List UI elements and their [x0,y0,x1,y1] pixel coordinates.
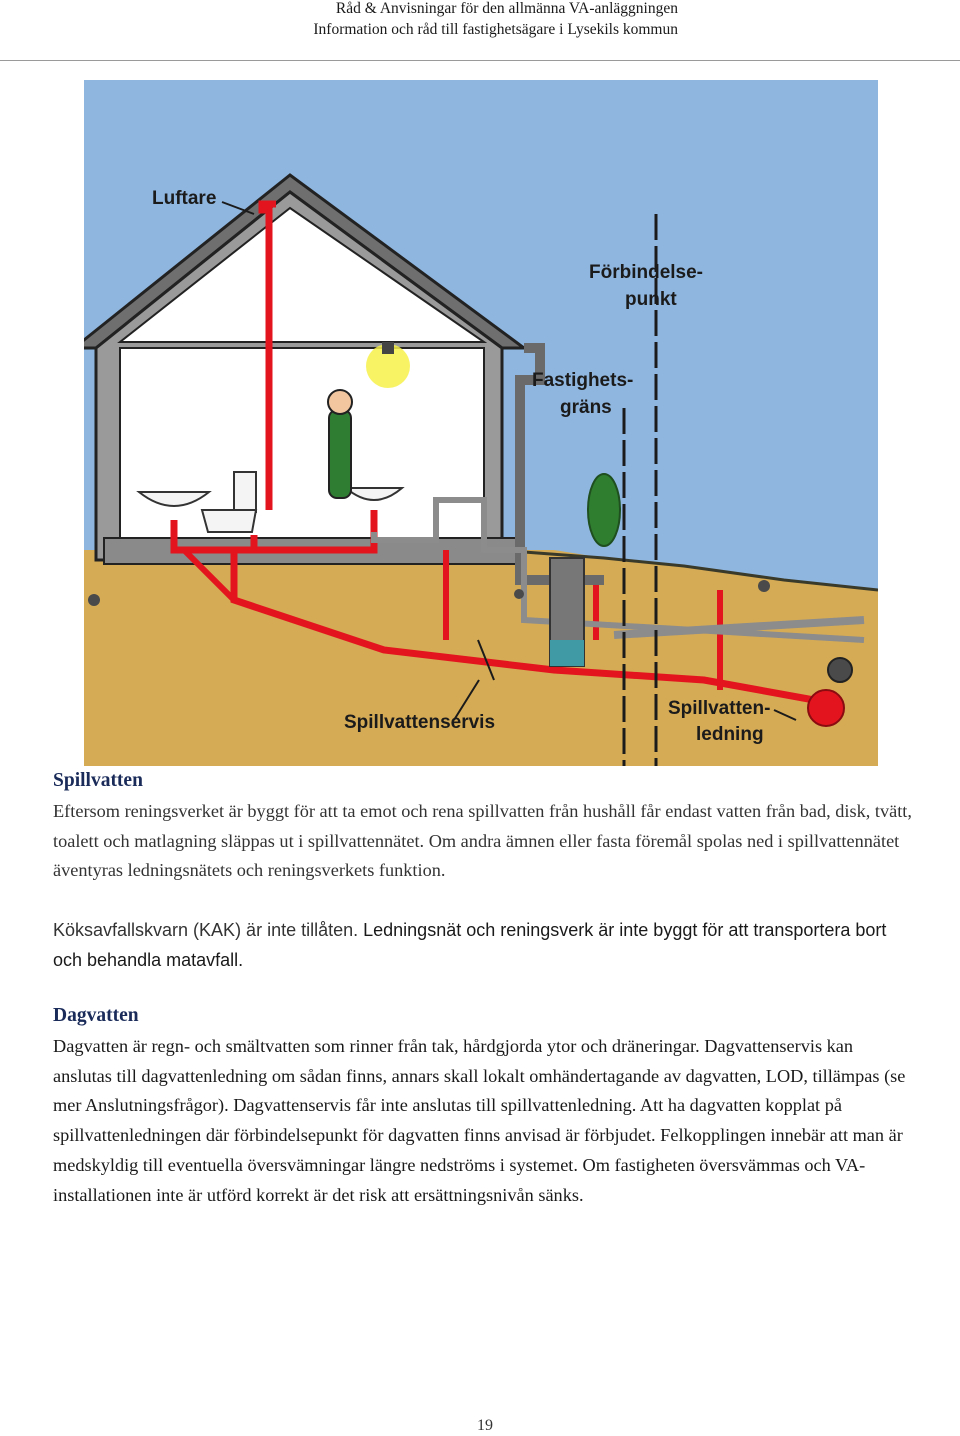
label-luftare: Luftare [152,188,217,209]
page-header [0,0,960,61]
drain-right [758,580,770,592]
bush [588,474,620,546]
header-title: Råd & Anvisningar för den allmänna VA-anläggningen [335,0,678,17]
lamp [382,342,394,354]
label-spillvattenservis: Spillvattenservis [344,712,496,733]
header-subtitle: Information och råd till fastighetsägare i Lysekils kommun [313,21,678,38]
page-number: 19 [477,1417,493,1434]
toilet-bowl [202,510,256,532]
kak-statement: Köksavfallskvarn (KAK) är inte tillåten. [53,920,359,940]
section-title-dagvatten: Dagvatten [53,1005,139,1026]
spillvattenledning-main [808,690,844,726]
drain-mid [514,589,524,599]
label-fastighetsgrans-1: Fastighets- [532,370,634,391]
kak-paragraph [53,916,913,975]
person-head [328,390,352,414]
section-title-spillvatten: Spillvatten [53,770,143,791]
toilet-tank [234,472,256,512]
spillvatten-paragraph: Eftersom reningsverket är byggt för att ta emot och rena spillvatten från hushåll får endast vatten från bad, disk, tvätt, toalett och matlagning släppas ut i spillvattennätet. Om andra ämnen eller fasta föremål spolas ned i spillvattennätet äventyras ledningsnätets och reningsverkets funktion. [53,801,912,881]
dagvatten-paragraph: Dagvatten är regn- och smältvatten som rinner från tak, hårdgjorda ytor och dräneringar. Dagvattenservis kan anslutas till dagvattenledning om sådan finns, annars skall lokalt omhändertagande av dagvatten, LOD, tillämpas (se mer Anslutningsfrågor). Dagvattenservis får inte anslutas till spillvattenledning. Att ha dagvatten kopplat på spillvattenledningen där förbindelsepunkt för dagvatten finns anvisad är förbjudet. Felkopplingen innebär att man är medskyldig till eventuella översvämningar längre nedströms i systemet. Om fastigheten översvämmas och VA-installationen inte är utförd korrekt är det risk att ersättningsnivån sänks. [53,1036,906,1205]
label-spillvattenledning-1: Spillvatten- [668,698,771,719]
label-spillvattenledning-2: ledning [696,724,764,745]
person [329,410,351,498]
house-interior [120,348,484,538]
inspection-well-water [550,640,584,666]
label-forbindelsepunkt-1: Förbindelse- [589,262,704,283]
label-fastighetsgrans-2: gräns [560,397,612,418]
dagvattenledning-main [828,658,852,682]
label-forbindelsepunkt-2: punkt [625,289,677,310]
drain-left [88,594,100,606]
kak-explanation: Ledningsnät och reningsverk är inte byggt för att transportera bort och behandla matavfall. [53,920,887,970]
plumbing-illustration [84,80,878,766]
